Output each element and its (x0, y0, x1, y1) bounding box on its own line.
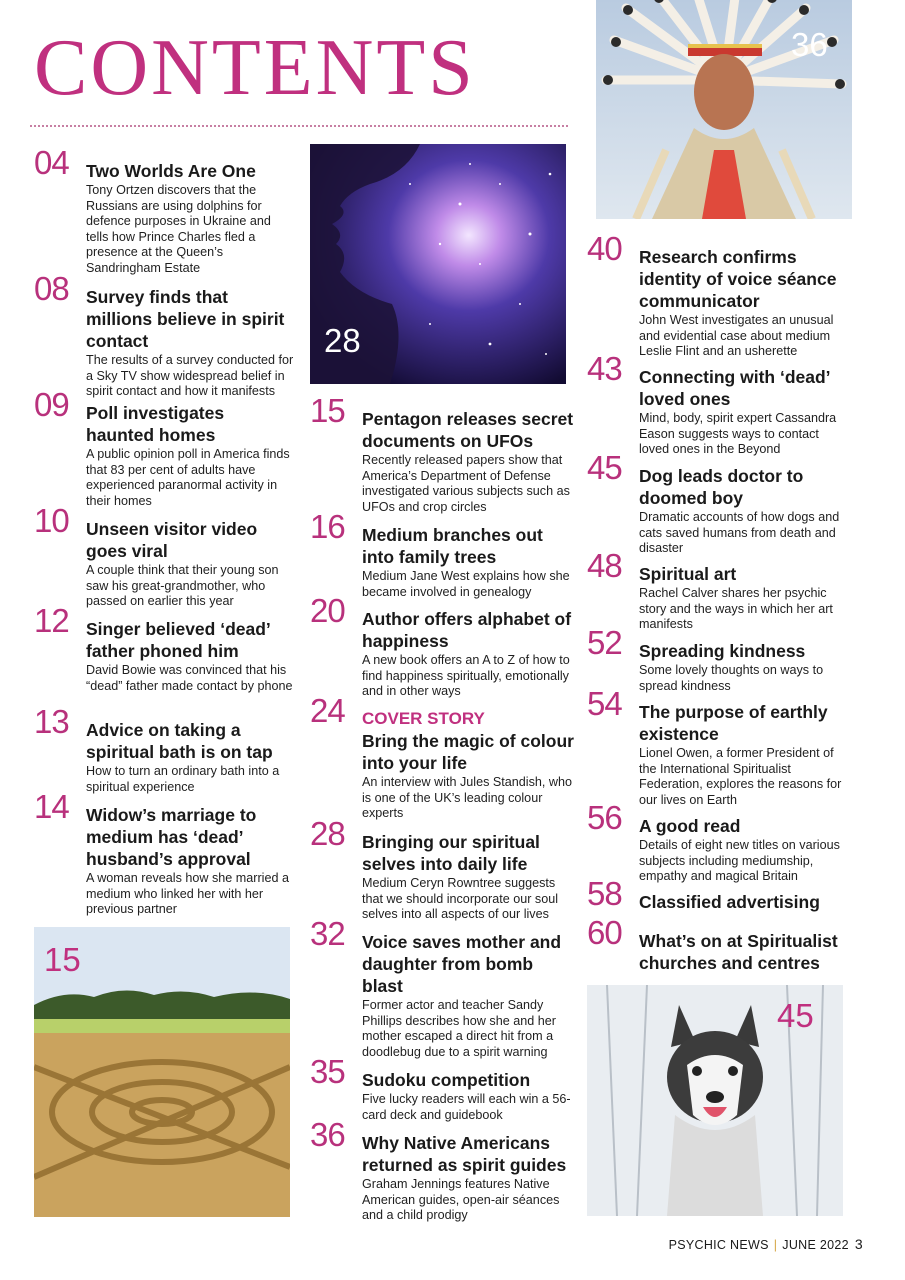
entry-description: A couple think that their young son saw his great-grandmother, who passed on earlier this year (86, 563, 279, 609)
entry-page-number: 04 (34, 144, 69, 181)
entry-page-number: 58 (587, 875, 622, 912)
crop-circle-photo[interactable] (34, 927, 290, 1217)
entry-page-number: 45 (587, 449, 622, 486)
entry-headline: Survey finds that millions believe in spirit contact (86, 287, 285, 351)
entry-headline: Unseen visitor video goes viral (86, 519, 258, 561)
entry-page-number: 14 (34, 788, 69, 825)
entry-description: Details of eight new titles on various subjects including mediumship, empathy and magical Britain (639, 838, 840, 884)
husky-photo[interactable] (587, 985, 843, 1216)
entry-page-number: 43 (587, 350, 622, 387)
entry-page-number: 52 (587, 624, 622, 661)
entry-page-number: 12 (34, 602, 69, 639)
entry-page-number: 36 (310, 1116, 345, 1153)
entry-headline: Spiritual art (639, 564, 737, 584)
entry-description: John West investigates an unusual and evidential case about medium Leslie Flint and an usherette (639, 313, 834, 359)
magazine-name: PSYCHIC NEWS (668, 1238, 769, 1252)
entry-page-number: 56 (587, 799, 622, 836)
entry-page-number: 10 (34, 502, 69, 539)
entry-description: Former actor and teacher Sandy Phillips describes how she and her mother escaped a direct hit from a doodlebug due to a spirit warning (362, 998, 556, 1059)
entry-page-number: 20 (310, 592, 345, 629)
entry-headline: Pentagon releases secret documents on UFOs (362, 409, 574, 451)
entry-description: Medium Jane West explains how she became involved in genealogy (362, 569, 570, 599)
entry-page-number: 16 (310, 508, 345, 545)
entry-page-number: 13 (34, 703, 69, 740)
entry-description: How to turn an ordinary bath into a spiritual experience (86, 764, 280, 794)
photo-page-number: 15 (44, 941, 81, 978)
entry-page-number: 08 (34, 270, 69, 307)
entry-description: Recently released papers show that America’s Department of Defense investigated various subjects such as UFOs and crop circles (362, 453, 570, 514)
cover-story-label: COVER STORY (362, 709, 485, 728)
entry-headline: Voice saves mother and daughter from bomb blast (362, 932, 562, 996)
entry-description: Mind, body, spirit expert Cassandra Eason suggests ways to contact loved ones in the Beyond (639, 411, 837, 457)
entry-page-number: 15 (310, 392, 345, 429)
entry-page-number: 28 (310, 815, 345, 852)
issue-date: JUNE 2022 (782, 1238, 849, 1252)
entry-description: Some lovely thoughts on ways to spread kindness (639, 663, 824, 693)
entry-headline: Bring the magic of colour into your life (362, 731, 574, 773)
entry-page-number: 40 (587, 230, 622, 267)
entry-headline: Spreading kindness (639, 641, 806, 661)
dotted-divider (30, 125, 568, 127)
entry-headline: What’s on at Spiritualist churches and centres (639, 931, 838, 973)
photo-page-number: 28 (324, 322, 361, 359)
entry-headline: Widow’s marriage to medium has ‘dead’ husband’s approval (86, 805, 257, 869)
entry-headline: Dog leads doctor to doomed boy (639, 466, 804, 508)
entry-headline: Author offers alphabet of happiness (362, 609, 572, 651)
entry-description: An interview with Jules Standish, who is one of the UK’s leading colour experts (362, 775, 572, 821)
entry-headline: Classified advertising (639, 892, 820, 912)
entry-description: Medium Ceryn Rowntree suggests that we should incorporate our soul selves into all aspects of our lives (362, 876, 559, 922)
entry-headline: The purpose of earthly existence (639, 702, 828, 744)
entry-description: Rachel Calver shares her psychic story and the ways in which her art manifests (639, 586, 833, 632)
page-title: CONTENTS (34, 24, 476, 112)
entry-description: A public opinion poll in America finds that 83 per cent of adults have experienced paranormal activity in their homes (86, 447, 290, 508)
entry-page-number: 24 (310, 692, 345, 729)
entry-page-number: 09 (34, 386, 69, 423)
entry-headline: Singer believed ‘dead’ father phoned him (86, 619, 270, 661)
entry-page-number: 35 (310, 1053, 345, 1090)
entry-description: The results of a survey conducted for a Sky TV show widespread belief in spirit contact and how it manifests (86, 353, 294, 399)
entry-description: Graham Jennings features Native American guides, open-air séances and a child prodigy (362, 1177, 560, 1223)
entry-description: Five lucky readers will each win a 56-card deck and guidebook (362, 1092, 571, 1122)
entry-page-number: 48 (587, 547, 622, 584)
entry-headline: Advice on taking a spiritual bath is on tap (86, 720, 273, 762)
cosmic-photo[interactable] (310, 144, 566, 384)
entry-headline: Why Native Americans returned as spirit guides (362, 1133, 567, 1175)
page-number: 3 (854, 1236, 863, 1252)
entry-headline: Connecting with ‘dead’ loved ones (639, 367, 830, 409)
entry-description: Lionel Owen, a former President of the International Spiritualist Federation, explores the reasons for our lives on Earth (639, 746, 842, 807)
entry-description: A woman reveals how she married a medium who linked her with her previous partner (86, 871, 289, 917)
entry-headline: Poll investigates haunted homes (86, 403, 225, 445)
entry-description: Tony Ortzen discovers that the Russians are using dolphins for defence purposes in Ukraine and tells how Prince Charles fled a presence at the Queen’s Sandringham Estate (86, 183, 271, 275)
entry-headline: Research confirms identity of voice séance communicator (639, 247, 837, 311)
entry-description: David Bowie was convinced that his “dead” father made contact by phone (86, 663, 293, 693)
entry-headline: Bringing our spiritual selves into daily life (362, 832, 540, 874)
entry-page-number: 32 (310, 915, 345, 952)
chief-photo[interactable] (596, 0, 852, 219)
photo-page-number: 45 (777, 997, 814, 1034)
entry-headline: Sudoku competition (362, 1070, 531, 1090)
entry-description: Dramatic accounts of how dogs and cats saved humans from death and disaster (639, 510, 840, 556)
entry-description: A new book offers an A to Z of how to find happiness spiritually, emotionally and in other ways (362, 653, 570, 699)
entry-headline: Two Worlds Are One (86, 161, 256, 181)
entry-page-number: 54 (587, 685, 622, 722)
page-footer (669, 1236, 863, 1252)
photo-page-number: 36 (791, 26, 828, 63)
entry-headline: A good read (639, 816, 741, 836)
entry-headline: Medium branches out into family trees (362, 525, 543, 567)
footer-separator: | (773, 1238, 778, 1252)
entry-page-number: 60 (587, 914, 622, 951)
